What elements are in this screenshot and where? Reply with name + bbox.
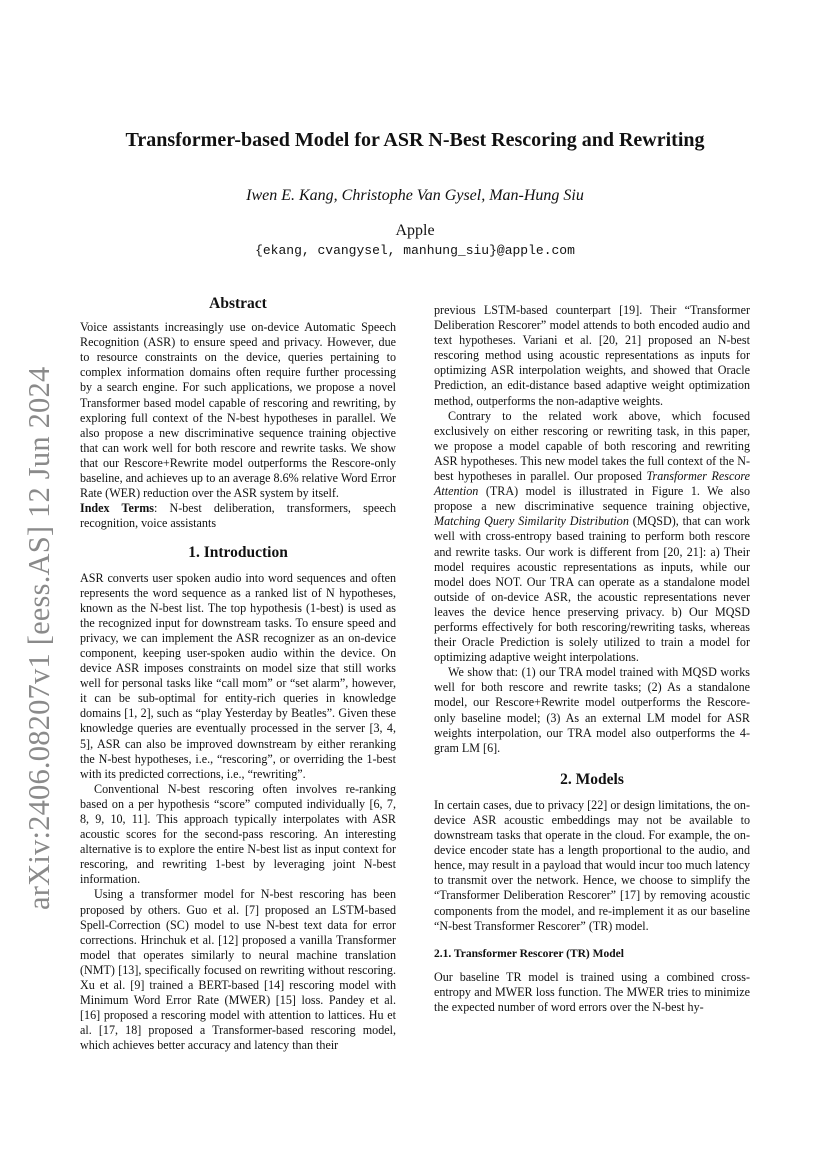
intro-paragraph-3: Using a transformer model for N-best rescoring has been proposed by others. Guo et al. [7] proposed an LSTM-based Spell-Correction (SC) model to use N-best text data for error corrections. Hrinchuk et al. [12] proposed a vanilla Transformer model that operates similarly to neural machine translation (NMT) [13], specifically focused on rewriting without rescoring. Xu et al. [9] trained a BERT-based [14] rescoring model with Minimum Word Error Rate (MWER) [15] loss. Pandey et al. [16] proposed a rescoring model with attention to lattices. Hu et al. [17, 18] proposed a Transformer-based rescoring model, which achieves better accuracy and latency than their: [80, 887, 396, 1053]
paper-authors: Iwen E. Kang, Christophe Van Gysel, Man-Hung Siu: [246, 187, 584, 204]
intro-p5-part-a: Contrary to the related work above, which focused exclusively on either rescoring or rewriting task, in this paper, we propose a model capable of both rescoring and rewriting ASR hypotheses. This new model takes the full context of the N-best hypotheses in parallel. Our proposed: [434, 408, 750, 484]
paper-title: Transformer-based Model for ASR N-Best Rescoring and Rewriting: [125, 129, 705, 151]
intro-paragraph-5: [434, 409, 750, 666]
abstract-text: Voice assistants increasingly use on-device Automatic Speech Recognition (ASR) to ensure speed and privacy. However, due to resource constraints on the device, queries pertaining to complex information domains often require further processing by a search engine. For such applications, we propose a novel Transformer based model capable of rescoring and rewriting, by exploring full context of the N-best hypotheses in parallel. We also propose a new discriminative sequence training objective that can work well for both rescore and rewrite tasks. We show that our Rescore+Rewrite model outperforms the Rescore-only baseline, and achieves up to an average 8.6% relative Word Error Rate (WER) reduction over the ASR system by itself.: [80, 320, 396, 501]
intro-paragraph-2: Conventional N-best rescoring often involves re-ranking based on a per hypothesis “score” computed individually [6, 7, 8, 9, 10, 11]. This approach typically interpolates with ASR acoustic scores for the second-pass rescoring. An interesting alternative is to explore the entire N-best list as input context for rescoring, and rewriting 1-best by leveraging joint N-best information.: [80, 781, 396, 887]
models-heading: 2. Models: [560, 770, 624, 788]
abstract-heading: Abstract: [209, 295, 267, 312]
mqsd-term: Matching Query Similarity Distribution: [434, 514, 629, 529]
index-terms-label: Index Terms: [80, 501, 154, 516]
intro-paragraph-6: We show that: (1) our TRA model trained with MQSD works well for both rescore and rewrite tasks; (2) As a standalone model, our Rescore+Rewrite model outperforms the Rescore-only baseline model; (3) As an external LM model for ASR weights interpolation, our TRA model also outperforms the 4-gram LM [6].: [434, 665, 750, 755]
author-emails: {ekang, cvangysel, manhung_siu}@apple.com: [255, 243, 575, 258]
subsection-heading-2-1: 2.1. Transformer Rescorer (TR) Model: [434, 947, 624, 960]
models-paragraph-1: In certain cases, due to privacy [22] or design limitations, the on-device ASR acoustic embeddings may not be available to downstream tasks that operate in the cloud. For example, the on-device encoder state has a length proportional to the audio, and hence, may result in a payload that would incur too much latency to transmit over the network. Hence, we choose to simplify the “Transformer Deliberation Rescorer” [17] by removing acoustic components from the model, and re-implement it as our baseline “N-best Transformer Rescorer” (TR) model.: [434, 797, 750, 933]
index-terms-text: : N-best deliberation, transformers, speech recognition, voice assistants: [80, 501, 396, 531]
intro-p5-part-c: (MQSD), that can work well with cross-entropy based training to perform both rescore and rewrite tasks. Our work is different from [20, 21]: a) Their model requires acoustic representations as inputs, while our model does NOT. Our TRA can operate as a standalone model outside of on-device ASR, the acoustic representations never leaves the device hence preserving privacy. b) Our MQSD performs effectively for both rescoring/rewriting tasks, whereas their Oracle Prediction is solely utilized to train a model for optimizing adaptive weight interpolations.: [434, 514, 750, 665]
left-column: [80, 296, 396, 1054]
arxiv-identifier: arXiv:2406.08207v1 [eess.AS] 12 Jun 2024: [22, 366, 56, 910]
right-column: [434, 303, 750, 1015]
author-affiliation: Apple: [395, 222, 435, 239]
index-terms: [80, 501, 396, 531]
intro-p5-part-b: (TRA) model is illustrated in Figure 1. We also propose a new discriminative sequence training objective,: [434, 484, 750, 514]
models-paragraph-2: Our baseline TR model is trained using a combined cross-entropy and MWER loss function. The MWER tries to minimize the expected number of word errors over the N-best hy-: [434, 969, 750, 1015]
intro-paragraph-1: ASR converts user spoken audio into word sequences and often represents the word sequence as a ranked list of N hypotheses, known as the N-best list. The top hypothesis (1-best) is used as the recognized input for downstream tasks. To ensure speed and privacy, we can implement the ASR recognizer as an on-device component, keeping user-spoken audio within the device. On device ASR imposes constraints on model size that still works well for personal tasks like “call mom” or “set alarm”, however, it can be sub-optimal for entity-rich queries in knowledge domains [1, 2], such as “play Yesterday by Beatles”. Given these knowledge queries are eventually processed in the server [3, 4, 5], ASR can also be improved downstream by either reranking the N-best hypotheses, i.e., “rescoring”, or overriding the 1-best with its predicted corrections, i.e., “rewriting”.: [80, 570, 396, 781]
tra-term: Transformer Rescore Attention: [434, 469, 750, 499]
intro-paragraph-4: previous LSTM-based counterpart [19]. Their “Transformer Deliberation Rescorer” model attends to both encoded audio and text hypotheses. Variani et al. [20, 21] proposed an N-best rescoring method using acoustic representations as inputs for optimizing ASR interpolation weights, and showed that Oracle Prediction, an edit-distance based adaptive weight optimization method, outperforms the non-adaptive weights.: [434, 303, 750, 408]
introduction-heading: 1. Introduction: [188, 544, 288, 562]
